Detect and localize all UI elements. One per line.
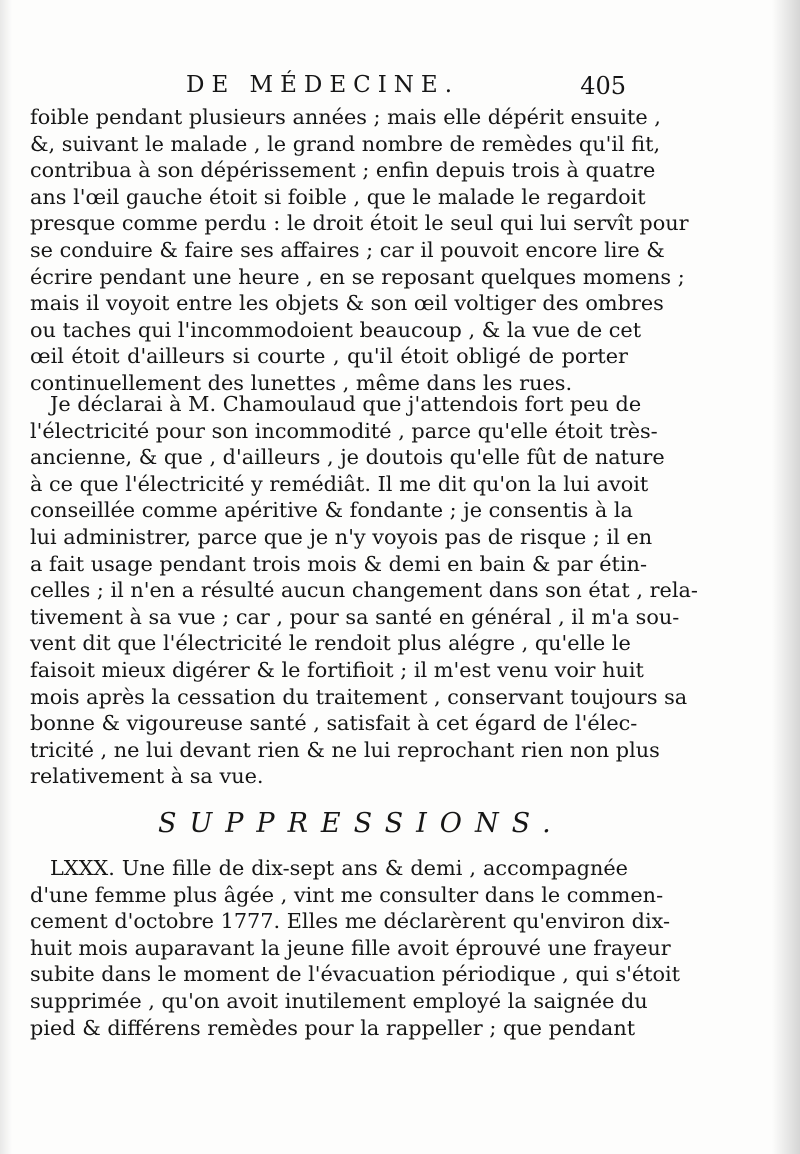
text-line: conseillée comme apéritive & fondante ; je consentis à la: [30, 498, 633, 523]
section-heading: SUPPRESSIONS.: [158, 808, 564, 839]
paragraph-case-lxxx: [30, 855, 681, 1041]
text-line: huit mois auparavant la jeune fille avoit éprouvé une frayeur: [30, 935, 671, 960]
text-line: a fait usage pendant trois mois & demi en bain & par étin-: [30, 551, 647, 576]
text-line: subite dans le moment de l'évacuation périodique , qui s'étoit: [30, 962, 681, 987]
text-line: pied & différens remèdes pour la rappeller ; que pendant: [30, 1015, 636, 1040]
text-line: se conduire & faire ses affaires ; car il pouvoit encore lire &: [30, 237, 665, 262]
text-line: foible pendant plusieurs années ; mais elle dépérit ensuite ,: [30, 105, 661, 129]
text-line: tricité , ne lui devant rien & ne lui reprochant rien non plus: [30, 737, 660, 762]
page-edge-shadow-right: [772, 0, 800, 1154]
text-line: ancienne, & que , d'ailleurs , je doutois qu'elle fût de nature: [30, 445, 665, 470]
text-line: ou taches qui l'incommodoient beaucoup , & la vue de cet: [30, 317, 642, 342]
text-line: mois après la cessation du traitement , conservant toujours sa: [30, 684, 688, 709]
text-line: relativement à sa vue.: [30, 764, 264, 789]
text-line: celles ; il n'en a résulté aucun changement dans son état , rela-: [30, 578, 698, 603]
text-line: LXXX. Une fille de dix-sept ans & demi , accompagnée: [50, 856, 628, 880]
text-line: œil étoit d'ailleurs si courte , qu'il étoit obligé de porter: [30, 344, 628, 369]
text-line: ans l'œil gauche étoit si foible , que le malade le regardoit: [30, 184, 646, 209]
text-line: Je déclarai à M. Chamoulaud que j'attendois fort peu de: [50, 392, 642, 416]
text-line: presque comme perdu : le droit étoit le seul qui lui servît pour: [30, 211, 689, 236]
page-number: 405: [580, 72, 626, 100]
text-line: mais il voyoit entre les objets & son œil voltiger des ombres: [30, 291, 664, 316]
text-line: &, suivant le malade , le grand nombre de remèdes qu'il fit,: [30, 131, 661, 156]
paragraph-continued: [30, 104, 689, 397]
page-edge-shadow-left: [0, 0, 12, 1154]
text-line: contribua à son dépérissement ; enfin depuis trois à quatre: [30, 158, 656, 183]
text-line: faisoit mieux digérer & le fortifioit ; il m'est venu voir huit: [30, 657, 644, 682]
text-line: vent dit que l'électricité le rendoit plus alégre , qu'elle le: [30, 631, 631, 656]
text-line: bonne & vigoureuse santé , satisfait à cet égard de l'élec-: [30, 711, 638, 736]
text-line: lui administrer, parce que je n'y voyois pas de risque ; il en: [30, 524, 653, 549]
running-header: [186, 72, 626, 106]
text-line: tivement à sa vue ; car , pour sa santé en général , il m'a sou-: [30, 604, 680, 629]
text-line: d'une femme plus âgée , vint me consulter dans le commen-: [30, 882, 664, 907]
text-line: l'électricité pour son incommodité , parce qu'elle étoit très-: [30, 418, 658, 443]
paragraph-chamoulaud: [30, 391, 698, 790]
text-line: supprimée , qu'on avoit inutilement employé la saignée du: [30, 988, 648, 1013]
text-line: écrire pendant une heure , en se reposant quelques momens ;: [30, 264, 685, 289]
text-line: à ce que l'électricité y remédiât. Il me dit qu'on la lui avoit: [30, 471, 649, 496]
running-title: DE MÉDECINE.: [186, 72, 460, 98]
text-line: cement d'octobre 1777. Elles me déclarèrent qu'environ dix-: [30, 909, 670, 934]
text-line: continuellement des lunettes , même dans les rues.: [30, 370, 573, 395]
